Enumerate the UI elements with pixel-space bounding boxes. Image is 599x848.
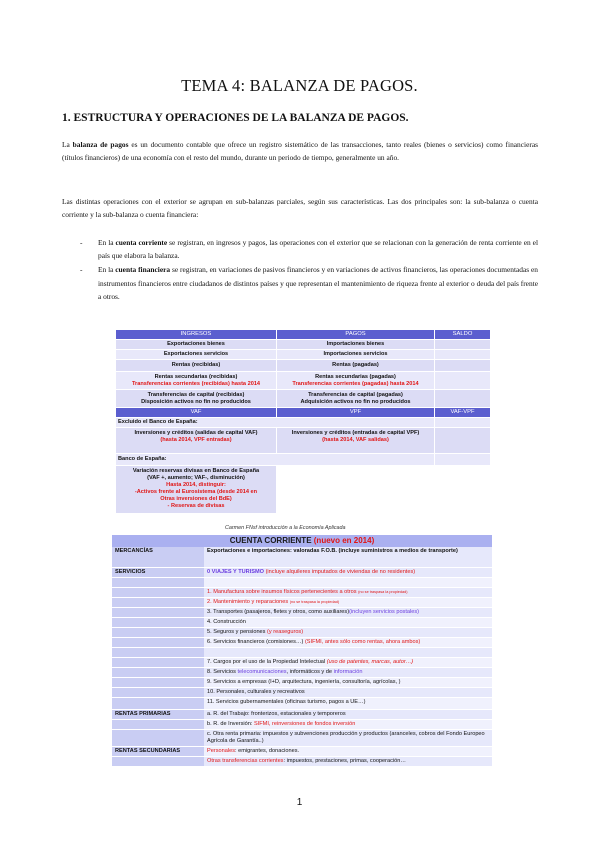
table-row: Exportaciones bienes Importaciones bienes: [116, 340, 490, 350]
table-row: 10. Personales, culturales y recreativos: [112, 688, 492, 698]
table-row: SERVICIOS 0 VIAJES Y TURISMO (incluye alquileres imputados de viviendas de no residentes): [112, 568, 492, 578]
table-row: 11. Servicios gubernamentales (oficinas turismo, pagos a UE…): [112, 698, 492, 710]
table-row: Rentas secundarias (recibidas) Transferencias corrientes (recibidas) hasta 2014 Rentas secundarias (pagadas) Transferencias corrientes (pagadas) hasta 2014: [116, 372, 490, 390]
table-row: Transferencias de capital (recibidas) Disposición activos no fin no producidos Transferencias de capital (pagadas) Adquisición activos no fin no producidos: [116, 390, 490, 408]
table-row: Otras transferencias corrientes: impuestos, prestaciones, primas, cooperación…: [112, 757, 492, 767]
table-row: Variación reservas divisas en Banco de España (VAF +, aumento; VAF-, disminución) Hasta 2014, distinguir: -Activos frente al Eurosistema (desde 2014 en Otras inversiones del BdE) - Reservas de divisas: [116, 466, 490, 514]
table-row: Inversiones y créditos (salidas de capital VAF) (hasta 2014, VPF entradas) Inversiones y créditos (entradas de capital VPF) (hasta 2014, VAF salidas): [116, 428, 490, 454]
table-row: RENTAS PRIMARIAS a. R. del Trabajo: fronterizos, estacionales y temporeros: [112, 710, 492, 720]
table-row: MERCANCÍAS Exportaciones e importaciones: valoradas F.O.B. (incluye suministros a medios de transporte): [112, 547, 492, 568]
bullet-cuenta-financiera: - En la cuenta financiera se registran, en variaciones de pasivos financieros y en variaciones de activos financieros, las operaciones documentadas en instrumentos financieros entre ciudadanos de distintos países y que representan el mantenimiento de riqueza frente al exterior o deuda del país frente a otros.: [80, 265, 538, 301]
section-heading: 1. ESTRUCTURA Y OPERACIONES DE LA BALANZA DE PAGOS.: [62, 112, 409, 124]
table-row: Banco de España:: [116, 454, 490, 466]
table-row: b. R. de Inversión: SIFMI, reinversiones de fondos inversión: [112, 720, 492, 730]
table-header-row: INGRESOS PAGOS SALDO: [116, 330, 490, 340]
page-number: 1: [296, 797, 303, 808]
sub-balanzas-table: [116, 330, 490, 514]
table-title: CUENTA CORRIENTE (nuevo en 2014): [112, 535, 492, 547]
document-title: TEMA 4: BALANZA DE PAGOS.: [181, 76, 418, 95]
table-header-row: VAF VPF VAF-VPF: [116, 408, 490, 418]
table-row: Rentas (recibidas) Rentas (pagadas): [116, 360, 490, 372]
paragraph-balanza-definicion: La balanza de pagos es un documento contable que ofrece un registro sistemático de las transacciones, tanto reales (bienes o servicios) como financieras (títulos financieros) de una economía con el resto del mundo, durante un periodo de tiempo, generalmente un año.: [62, 140, 538, 162]
table-row: Excluido el Banco de España:: [116, 418, 490, 428]
table-row: 7. Cargos por el uso de la Propiedad Intelectual (uso de patentes, marcas, autor…): [112, 658, 492, 668]
table-row: [112, 648, 492, 658]
table-row: 8. Servicios telecomunicaciones, informáticos y de información: [112, 668, 492, 678]
cuenta-corriente-table: [112, 535, 492, 767]
table-row: 2. Mantenimiento y reparaciones (no se traspasa la propiedad): [112, 598, 492, 608]
table-row: 3. Transportes (pasajeros, fletes y otros, como auxiliares)(incluyen servicios postales): [112, 608, 492, 618]
table-row: 1. Manufactura sobre insumos físicos pertenecientes a otros (no se traspasa la propiedad): [112, 588, 492, 598]
bullet-list: [62, 236, 538, 304]
table-row: c. Otra renta primaria: impuestos y subvenciones producción y productos (aranceles, cobros del Fondo Europeo Agrícola de Garantía..): [112, 730, 492, 747]
bullet-cuenta-corriente: - En la cuenta corriente se registran, en ingresos y pagos, las operaciones con el exterior que se relacionan con la generación de renta corriente en el país que elabora la balanza.: [80, 238, 538, 261]
paragraph-sub-balanzas: Las distintas operaciones con el exterior se agrupan en sub-balanzas parciales, según sus características. Las dos principales son: la sub-balanza o cuenta corriente y la sub-balanza o cuenta financiera:: [62, 197, 538, 219]
table-row: Exportaciones servicios Importaciones servicios: [116, 350, 490, 360]
table-row: 5. Seguros y pensiones (y reaseguros): [112, 628, 492, 638]
table-row: 9. Servicios a empresas (I+D, arquitectura, ingeniería, consultoría, agrícolas, ): [112, 678, 492, 688]
table-caption: Carmen FNsf introducción a la Economía Aplicada: [225, 525, 346, 531]
table-row: 4. Construcción: [112, 618, 492, 628]
table-row: [112, 578, 492, 588]
table-row: RENTAS SECUNDARIAS Personales: emigrantes, donaciones.: [112, 747, 492, 757]
table-row: 6. Servicios financieros (comisiones…) (SIFMI, antes sólo como rentas, ahora ambos): [112, 638, 492, 648]
